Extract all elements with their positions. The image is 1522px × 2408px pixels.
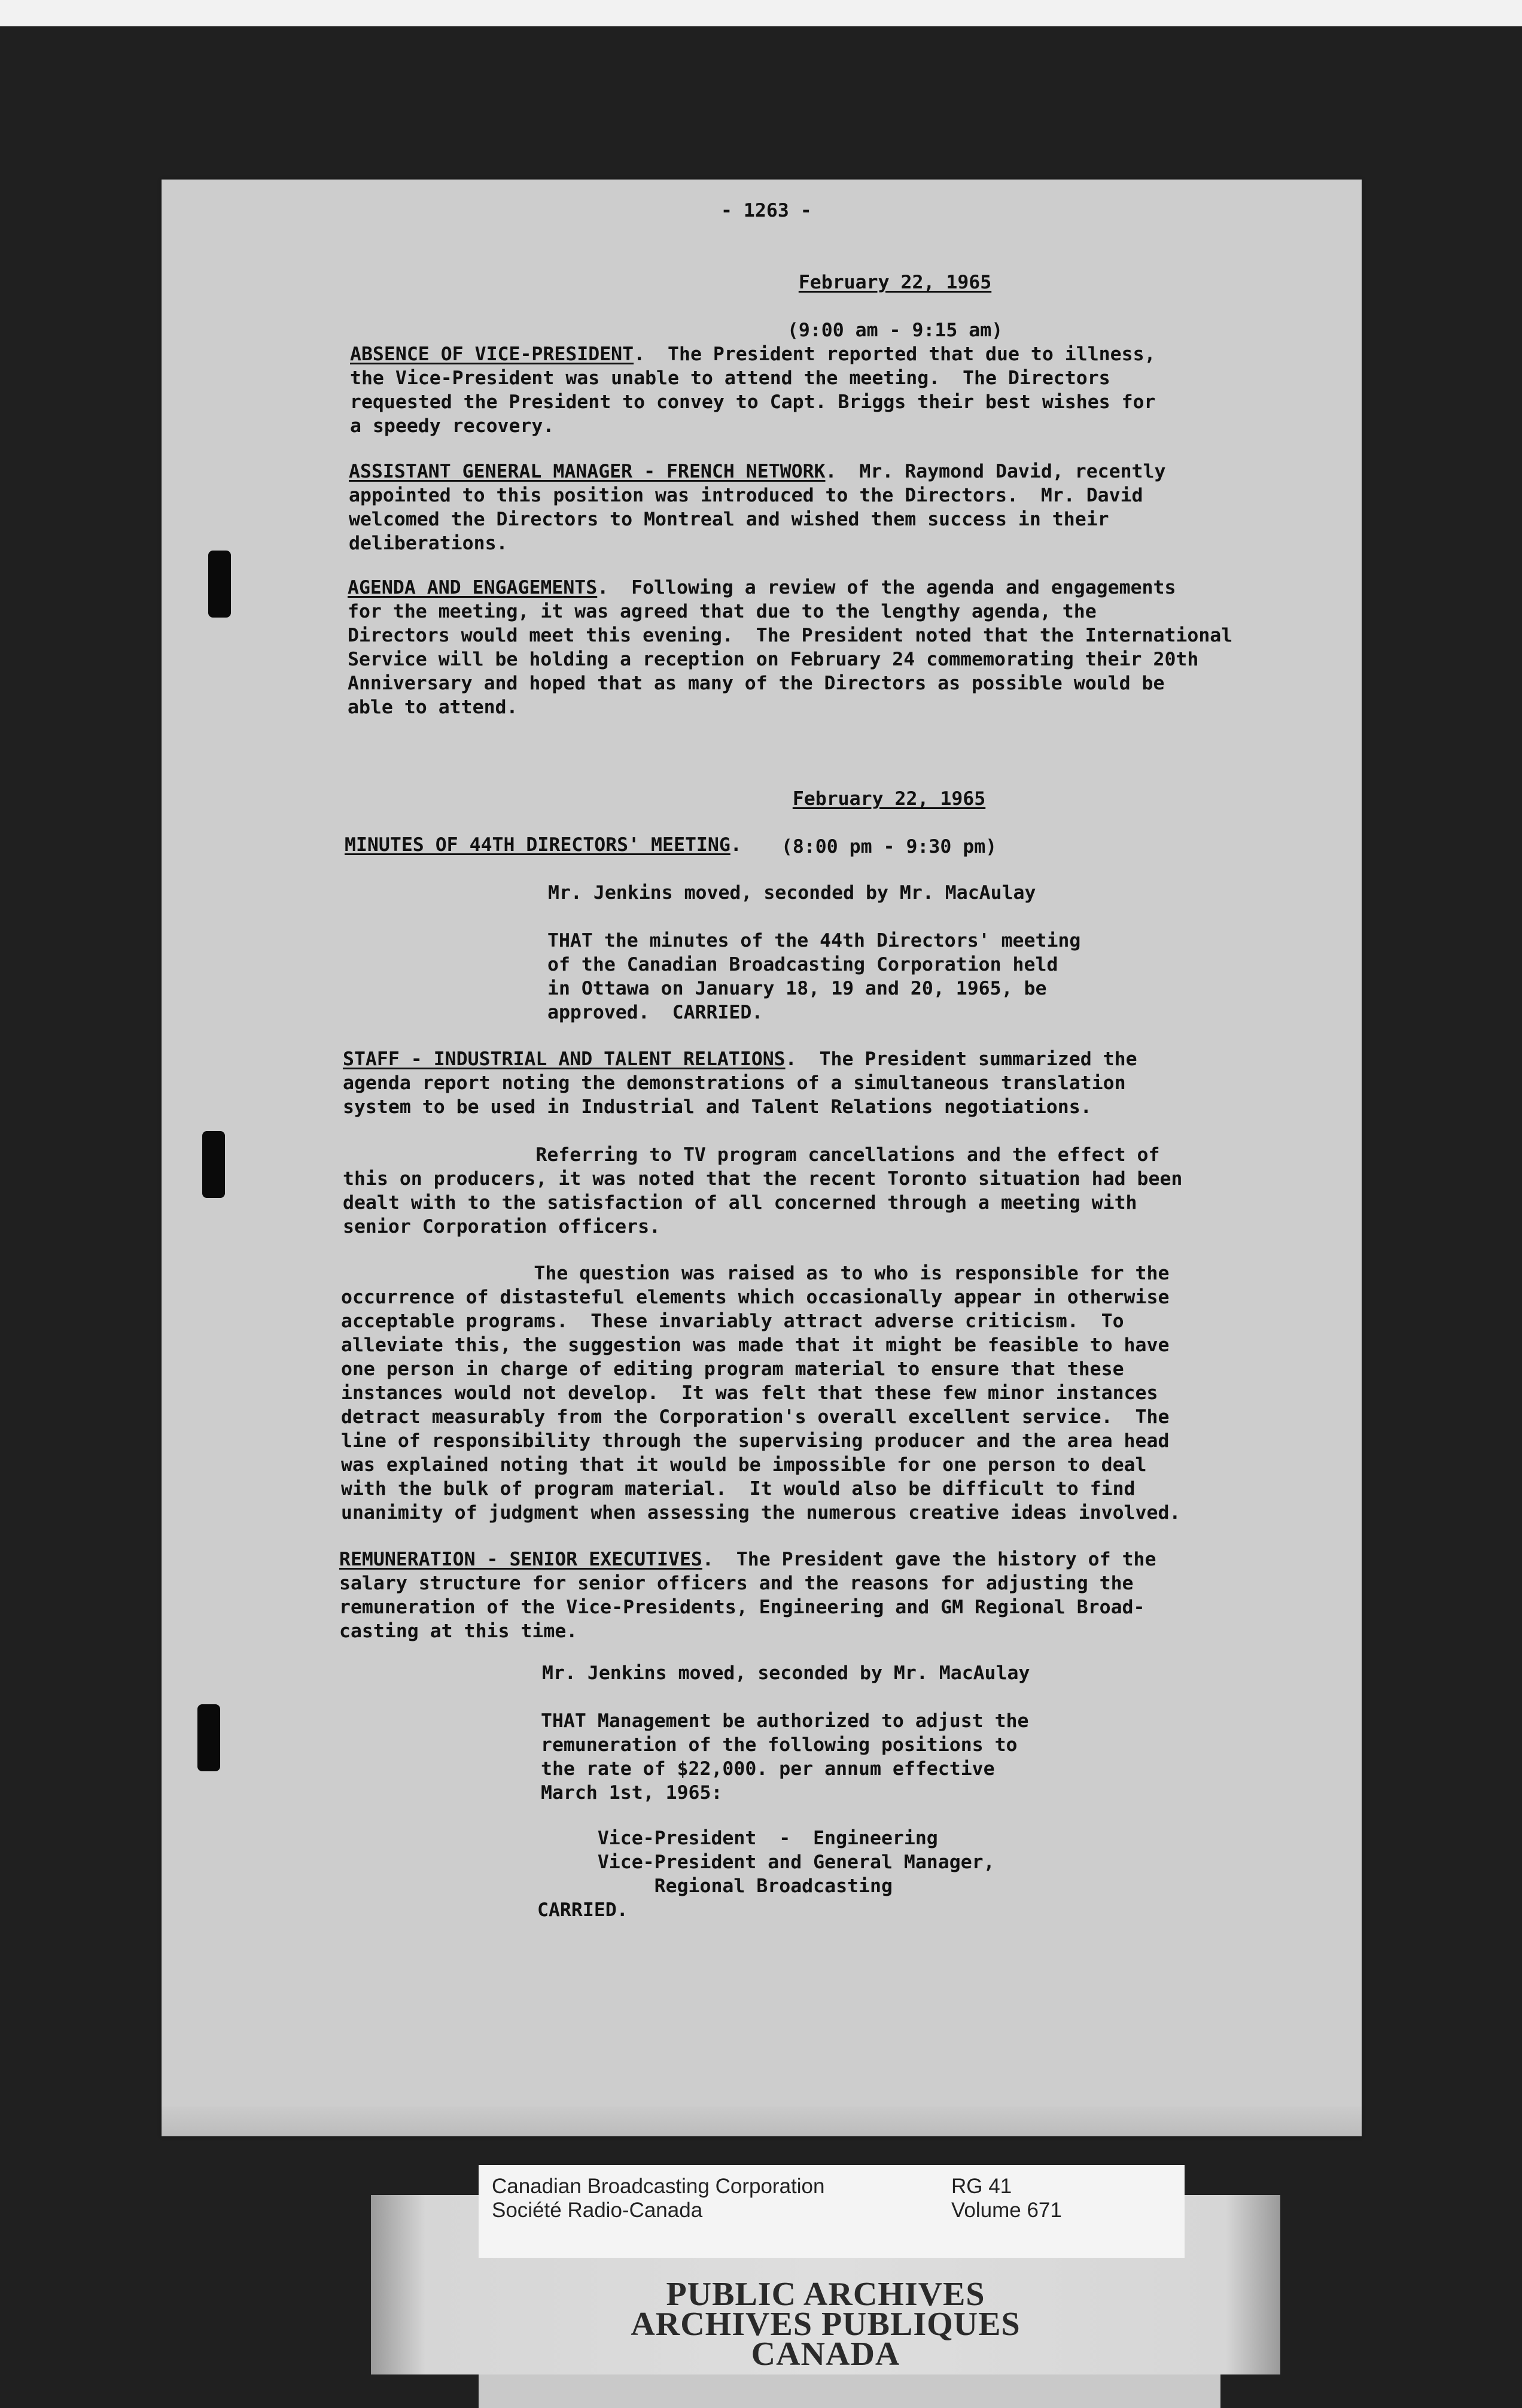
punch-hole-bottom	[197, 1704, 220, 1771]
stamp-line-2: ARCHIVES PUBLIQUES	[631, 2306, 1021, 2343]
stamp-line-3: CANADA	[751, 2336, 900, 2373]
archive-label	[479, 2165, 1185, 2258]
punch-hole-middle	[202, 1131, 225, 1198]
remuneration-resolution: THAT Management be authorized to adjust the remuneration of the following positions to the rate of $22,000. per annum effective March 1st, 1965:	[541, 1710, 1029, 1804]
stamp-lower-edge	[479, 2374, 1220, 2408]
agenda-heading: AGENDA AND ENGAGEMENTS	[348, 577, 598, 598]
remuneration-moved: Mr. Jenkins moved, seconded by Mr. MacAulay	[542, 1662, 1030, 1684]
document-page	[162, 180, 1362, 2136]
staff-heading: STAFF - INDUSTRIAL AND TALENT RELATIONS	[343, 1048, 786, 1070]
punch-hole-top	[208, 551, 231, 618]
session1-time: (9:00 am - 9:15 am)	[787, 320, 1003, 341]
absence-text: . The President reported that due to illness, the Vice-President was unable to attend the meeting. The Directors requested the President to convey to Capt. Briggs their best wishes for a speedy recovery.	[350, 343, 1156, 437]
absence-section	[350, 342, 1156, 438]
label-org-en: Canadian Broadcasting Corporation	[492, 2175, 825, 2198]
staff-paragraph-2: Referring to TV program cancellations and the effect of this on producers, it was noted that the recent Toronto situation had been dealt with to the satisfaction of all concerned through a meeting with senior Corporation officers.	[343, 1144, 1183, 1238]
minutes-moved: Mr. Jenkins moved, seconded by Mr. MacAulay	[548, 882, 1036, 904]
label-volume: Volume 671	[951, 2199, 1062, 2222]
remuneration-text: . The President gave the history of the salary structure for senior officers and the reasons for adjusting the remuneration of the Vice-Presidents, Engineering and GM Regional Broad- casting at this time.	[339, 1549, 1156, 1642]
absence-heading: ABSENCE OF VICE-PRESIDENT	[350, 343, 634, 365]
agm-text: . Mr. Raymond David, recently appointed to this position was introduced to the Directors. Mr. David welcomed the Directors to Montreal and wished them success in their deliberations.	[349, 461, 1166, 554]
remuneration-section	[339, 1547, 1156, 1643]
remuneration-carried: CARRIED.	[537, 1899, 628, 1921]
agenda-text: . Following a review of the agenda and engagements for the meeting, it was agreed that due to the lengthy agenda, the Directors would meet this evening. The President noted that the International Service will be holding a reception on February 24 commemorating their 20th Anniversary and hoped that as many of the Directors as possible would be able to attend.	[348, 577, 1233, 718]
scan-top-edge	[0, 0, 1522, 26]
staff-section	[343, 1047, 1137, 1119]
agm-heading: ASSISTANT GENERAL MANAGER - FRENCH NETWORK	[349, 461, 826, 482]
page-bottom-edge	[162, 2106, 1362, 2136]
minutes-heading: MINUTES OF 44TH DIRECTORS' MEETING	[345, 834, 730, 856]
minutes-section	[345, 833, 742, 857]
label-record-group: RG 41	[951, 2175, 1012, 2198]
session2-time: (8:00 pm - 9:30 pm)	[781, 836, 997, 858]
minutes-resolution: THAT the minutes of the 44th Directors' meeting of the Canadian Broadcasting Corporation held in Ottawa on January 18, 19 and 20, 1965, be approved. CARRIED.	[547, 930, 1081, 1023]
session1-date: February 22, 1965	[798, 272, 992, 293]
agenda-section	[348, 576, 1232, 719]
staff-paragraph-3: The question was raised as to who is responsible for the occurrence of distasteful elements which occasionally appear in otherwise acceptable programs. These invariably attract adverse criticism. To alleviate this, the suggestion was made that it might be feasible to have one person in charge of editing program material to ensure that these instances would not develop. It was felt that these few minor instances detract measurably from the Corporation's overall excellent service. The line of responsibility through the supervising producer and the area head was explained noting that it would be impossible for one person to deal with the bulk of program material. It would also be difficult to find unanimity of judgment when assessing the numerous creative ideas involved.	[341, 1263, 1181, 1524]
page-number: - 1263 -	[721, 200, 812, 221]
agm-section	[349, 460, 1165, 555]
remuneration-heading: REMUNERATION - SENIOR EXECUTIVES	[339, 1549, 702, 1570]
session2-date: February 22, 1965	[792, 788, 986, 810]
remuneration-positions: Vice-President - Engineering Vice-President and General Manager, Regional Broadcasting	[597, 1828, 995, 1897]
stamp-line-1: PUBLIC ARCHIVES	[666, 2276, 985, 2313]
staff-text: . The President summarized the agenda report noting the demonstrations of a simultaneous translation system to be used in Industrial and Talent Relations negotiations.	[343, 1048, 1137, 1118]
label-org-fr: Société Radio-Canada	[492, 2199, 703, 2222]
session2-heading	[736, 763, 997, 883]
minutes-heading-suffix: .	[730, 834, 742, 856]
